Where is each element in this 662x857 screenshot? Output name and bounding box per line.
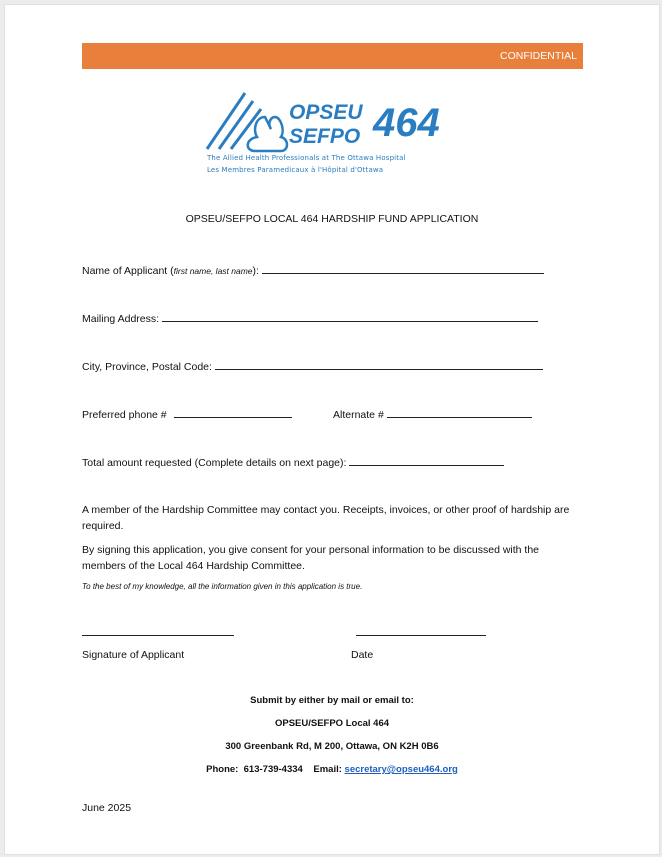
city-label: City, Province, Postal Code:	[82, 361, 212, 373]
name-label: Name of Applicant (	[82, 265, 174, 277]
confidential-banner	[82, 43, 583, 69]
address-field[interactable]	[82, 311, 538, 326]
form-title: OPSEU/SEFPO LOCAL 464 HARDSHIP FUND APPLICATION	[185, 213, 479, 225]
alternate-phone-label: Alternate #	[333, 409, 384, 421]
name-label-end: ):	[252, 265, 259, 277]
name-field[interactable]	[82, 263, 544, 278]
alternate-phone-field[interactable]	[333, 407, 532, 422]
name-input-line[interactable]	[262, 263, 544, 274]
address-label: Mailing Address:	[82, 313, 160, 325]
amount-label: Total amount requested (Complete details on next page):	[82, 457, 347, 469]
logo-line2: SEFPO	[289, 125, 361, 148]
date-line[interactable]	[356, 625, 486, 636]
address-input-line[interactable]	[162, 311, 538, 322]
date-label: Date	[351, 649, 374, 661]
opseu-logo	[205, 85, 467, 185]
city-input-line[interactable]	[215, 359, 543, 370]
phone-number: 613-739-4334	[243, 764, 303, 775]
name-hint: first name, last name	[173, 266, 253, 276]
email-link[interactable]: secretary@opseu464.org	[344, 764, 458, 775]
submit-org: OPSEU/SEFPO Local 464	[274, 718, 390, 729]
document-page	[4, 4, 660, 855]
truth-statement: To the best of my knowledge, all the information given in this application is true.	[82, 582, 363, 591]
trillium-stripes-icon	[205, 85, 289, 153]
signature-line[interactable]	[82, 625, 234, 636]
logo-tagline-fr: Les Membres Paramedicaux à l'Hôpital d'Ottawa	[207, 166, 384, 174]
signature-label: Signature of Applicant	[82, 649, 185, 661]
confidential-label: CONFIDENTIAL	[499, 50, 577, 62]
submit-heading: Submit by either by mail or email to:	[250, 695, 414, 706]
amount-input-line[interactable]	[349, 455, 504, 466]
city-field[interactable]	[82, 359, 543, 374]
contact-paragraph: A member of the Hardship Committee may contact you. Receipts, invoices, or other proof of hardship are required.	[82, 504, 570, 532]
consent-paragraph: By signing this application, you give consent for your personal information to be discussed with the members of the Local 464 Hardship Committee.	[82, 544, 540, 572]
logo-number: 464	[373, 101, 440, 145]
submit-address: 300 Greenbank Rd, M 200, Ottawa, ON K2H 0B6	[225, 741, 439, 752]
phone-field[interactable]	[82, 407, 292, 422]
logo-wordmark	[289, 101, 373, 149]
email-contact-label: Email:	[313, 764, 342, 775]
footer-date: June 2025	[82, 802, 132, 814]
submit-contact	[5, 763, 659, 776]
alternate-phone-input-line[interactable]	[387, 407, 532, 418]
phone-input-line[interactable]	[174, 407, 292, 418]
phone-contact-label: Phone:	[206, 764, 239, 775]
phone-label: Preferred phone #	[82, 409, 167, 421]
amount-field[interactable]	[82, 455, 504, 470]
logo-line1: OPSEU	[289, 101, 363, 124]
logo-tagline-en: The Allied Health Professionals at The Ottawa Hospital	[207, 154, 406, 162]
